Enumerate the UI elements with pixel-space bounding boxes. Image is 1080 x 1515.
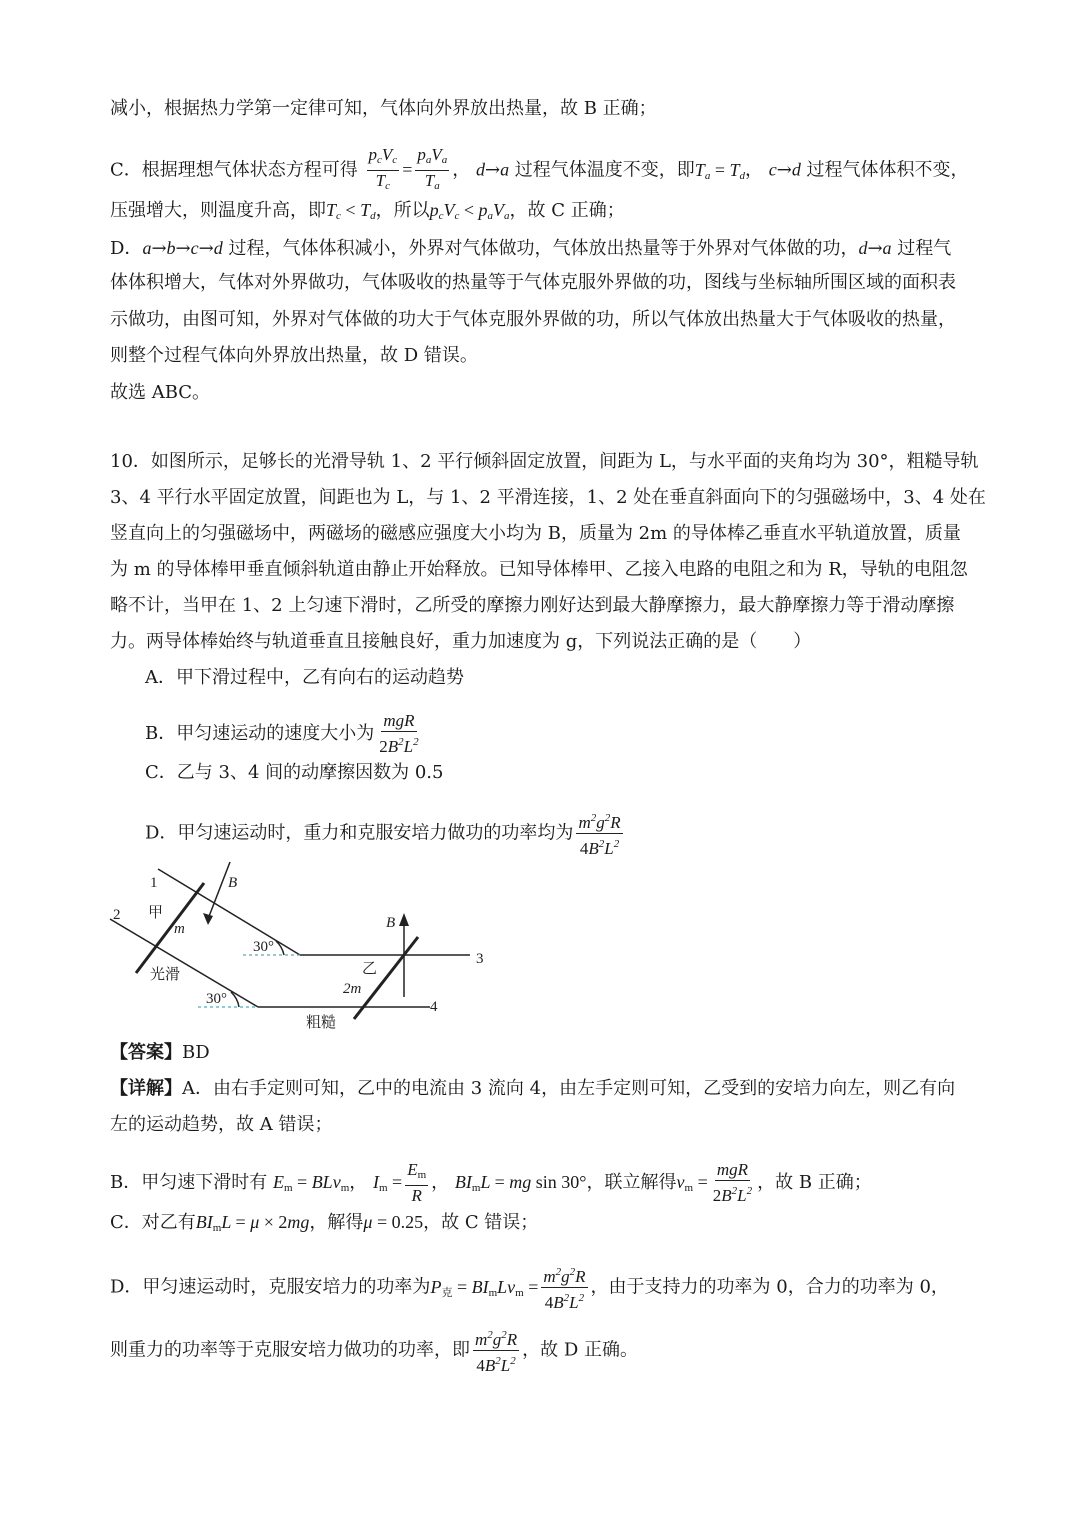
text-span: ，	[349, 1172, 368, 1193]
text-span: D．甲匀速运动时，克服安培力的功率为	[110, 1276, 431, 1298]
detail-line	[110, 1262, 949, 1313]
label-m: m	[174, 921, 185, 937]
formula: $\frac{p_aV_a}{T_a}$	[417, 145, 448, 192]
formula: c	[768, 159, 777, 180]
formula: d	[791, 159, 801, 180]
formula: $\frac{p_cV_c}{T_c}$	[368, 145, 398, 192]
text-span: A．由右手定则可知，乙中的电流由 3 流向 4，由左手定则可知，乙受到的安培力向左，则乙有向	[182, 1078, 956, 1099]
label-b-inclined: B	[228, 875, 238, 891]
text-line: C．根据理想气体状态方程可得 $\frac{p_cV_c}{T_c}$ = $\frac{p_aV_a}{T_a}$ ， d→a 过程气体温度不变，即$T_a = T_d$， c→d 过程气体体积不变，	[110, 145, 969, 196]
question-line: 为 m 的导体棒甲垂直倾斜轨道由静止开始释放。已知导体棒甲、乙接入电路的电阻之和为 R，导轨的电阻忽	[110, 559, 968, 580]
option-d	[145, 808, 626, 859]
question-line: 10．如图所示，足够长的光滑导轨 1、2 平行倾斜固定放置，间距为 L，与水平面的夹角均为 30°，粗糙导轨	[110, 451, 979, 472]
label-rail-2: 2	[113, 907, 121, 923]
detail-line	[110, 1160, 872, 1206]
answer-value: BD	[182, 1042, 210, 1063]
text-line: 示做功，由图可知，外界对气体做的功大于气体克服外界做的功，所以气体放出热量大于气体吸收的热量，	[110, 309, 956, 330]
formula: $\frac{m^2g^2R}{4B^2L^2}$	[576, 808, 622, 859]
answer-label: 【答案】	[110, 1042, 182, 1063]
arrow-head	[203, 913, 213, 925]
answer-line	[110, 1040, 210, 1066]
text-span: D．甲匀速运动时，重力和克服安培力做功的功率均为	[145, 822, 574, 844]
text-span: ，故 C 正确；	[509, 200, 625, 221]
label-b-vertical: B	[386, 915, 396, 931]
text-span: ，由于支持力的功率为 0，合力的功率为 0，	[590, 1276, 949, 1298]
formula: μ = 0.25	[363, 1212, 424, 1232]
text-line: 体体积增大，气体对外界做功，气体吸收的热量等于气体克服外界做的功，图线与坐标轴所围区域的面积表	[110, 272, 956, 293]
text-span: ，	[744, 159, 763, 181]
text-span: 过程气	[897, 238, 952, 259]
label-rail-4: 4	[430, 999, 438, 1015]
text-span: ，解得	[309, 1212, 364, 1233]
formula: d	[475, 159, 485, 180]
text-line: 减小，根据热力学第一定律可知，气体向外界放出热量，故 B 正确；	[110, 98, 657, 119]
option-c: C．乙与 3、4 间的动摩擦因数为 0.5	[145, 762, 444, 783]
formula: $BI_mL = \mu \times 2mg$	[195, 1212, 310, 1234]
formula: a	[142, 238, 152, 258]
text-span: 则重力的功率等于克服安培力做功的功率，即	[110, 1339, 470, 1361]
text-span: 过程气体体积不变，	[806, 159, 969, 181]
formula: $\frac{\text{mgR}}{2B^2L^2}$	[712, 1160, 753, 1205]
label-yi: 乙	[362, 961, 378, 977]
formula: $\frac{\text{mgR}}{2B^2L^2}$	[379, 711, 419, 756]
formula: $P_克 = BI_mLv_m$ =	[430, 1276, 539, 1299]
text-line	[110, 197, 625, 229]
text-line: D．a→b→c→d 过程，气体体积减小，外界对气体做功，气体放出热量等于外界对气体做的功，d→a 过程气	[110, 238, 952, 259]
text-span: 压强增大，则温度升高，即	[110, 200, 326, 221]
text-span: 过程，气体体积减小，外界对气体做功，气体放出热量等于外界对气体做的功，	[228, 238, 859, 259]
text-span: B．甲匀速下滑时有	[110, 1172, 268, 1193]
formula: $E_m = BLv_m$	[272, 1172, 350, 1194]
formula: $\frac{E_m}{R}$	[407, 1160, 427, 1205]
label-jia: 甲	[148, 905, 164, 921]
detail-line: 左的运动趋势，故 A 错误；	[110, 1114, 333, 1135]
formula: $\frac{m^2g^2R}{4B^2L^2}$	[541, 1262, 587, 1313]
text-span: B．甲匀速运动的速度大小为	[145, 723, 375, 744]
formula: $I_m$ =	[372, 1172, 403, 1194]
detail-label: 【详解】	[110, 1078, 182, 1099]
formula: d	[858, 238, 868, 258]
formula: a	[500, 159, 510, 180]
formula: $\frac{m^2g^2R}{4B^2L^2}$	[473, 1325, 519, 1376]
text-line: 则整个过程气体向外界放出热量，故 D 错误。	[110, 345, 478, 366]
question-line: 略不计，当甲在 1、2 上匀速下滑时，乙所受的摩擦力刚好达到最大静摩擦力，最大静摩擦力等于滑动摩擦	[110, 595, 955, 616]
question-line: 竖直向上的匀强磁场中，两磁场的磁感应强度大小均为 B，质量为 2m 的导体棒乙垂直水平轨道放置，质量	[110, 523, 961, 544]
label-angle-30: 30°	[253, 939, 274, 955]
detail-line	[110, 1076, 955, 1102]
text-span: C．对乙有	[110, 1212, 196, 1233]
text-span: C．根据理想气体状态方程可得	[110, 159, 358, 181]
formula: $T_c < T_d$	[326, 200, 376, 222]
text-span: ，故 B 正确；	[757, 1172, 872, 1193]
text-line: 故选 ABC。	[110, 382, 211, 403]
option-b	[145, 711, 424, 757]
rail-figure	[100, 855, 500, 1035]
label-rail-1: 1	[150, 875, 158, 891]
label-smooth: 光滑	[150, 967, 181, 983]
label-angle-30: 30°	[206, 991, 227, 1007]
arrow-head	[399, 913, 409, 926]
label-rail-3: 3	[476, 951, 484, 967]
text-span: 过程气体温度不变，即	[514, 159, 695, 181]
formula: $T_a = T_d$	[694, 159, 745, 182]
text-span: ，	[431, 1172, 450, 1193]
text-span: D．	[110, 238, 143, 259]
text-span: ，联立解得	[586, 1172, 677, 1193]
formula: $v_m$ =	[676, 1172, 708, 1194]
formula: $BI_mL$ = mg sin 30°	[454, 1172, 587, 1194]
label-2m: 2m	[343, 981, 362, 997]
formula: $p_cV_c < p_aV_a$	[429, 200, 510, 222]
text-span: ，	[452, 159, 471, 181]
detail-line	[110, 1209, 538, 1241]
question-line: 3、4 平行水平固定放置，间距也为 L，与 1、2 平滑连接，1、2 处在垂直斜面向下的匀强磁场中，3、4 处在	[110, 487, 986, 508]
label-rough: 粗糙	[306, 1015, 337, 1031]
option-a: A．甲下滑过程中，乙有向右的运动趋势	[145, 667, 464, 688]
question-line: 力。两导体棒始终与轨道垂直且接触良好，重力加速度为 g，下列说法正确的是（ ）	[110, 631, 812, 652]
text-span: ，所以	[375, 200, 430, 221]
text-span: ，故 D 正确。	[522, 1339, 639, 1361]
rod-jia	[136, 883, 204, 973]
text-span: ，故 C 错误；	[423, 1212, 539, 1233]
detail-line	[110, 1325, 638, 1376]
